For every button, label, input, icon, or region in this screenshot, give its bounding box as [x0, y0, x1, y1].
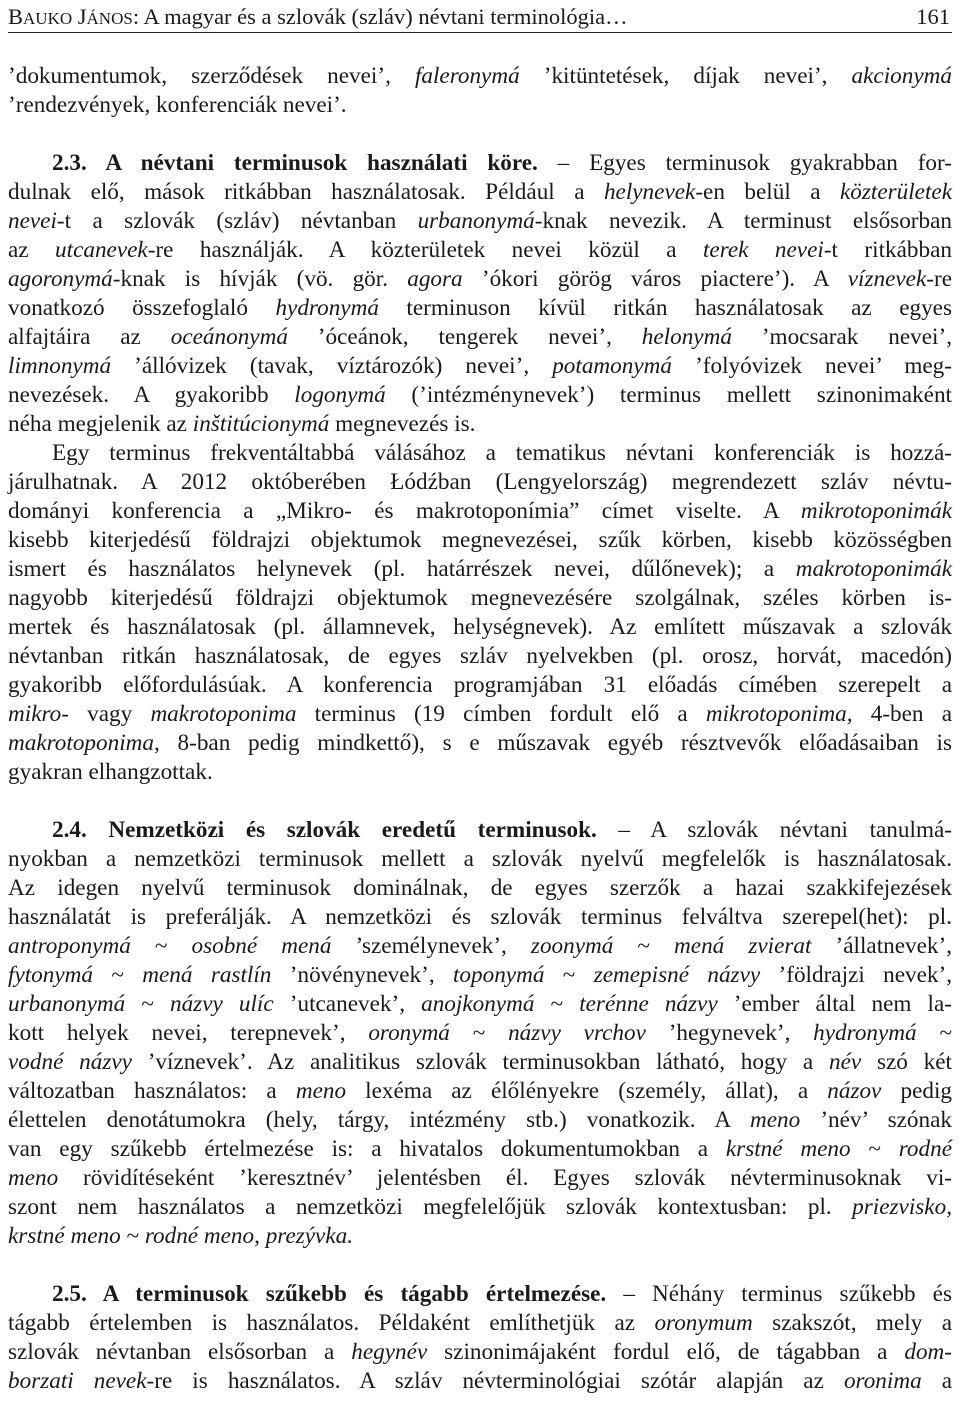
header-title-text: : A magyar és a szlovák (szláv) névtani terminológia…: [132, 4, 628, 29]
text-line: kott helyek nevei, terepnevek’, oronymá ~ názvy vrchov ’hegynevek’, hydronymá ~: [8, 1020, 952, 1046]
text-line: az utcanevek-re használják. A közterületek nevei közül a terek nevei-t ritkábban: [8, 237, 952, 263]
text-line: alfajtáira az oceánonymá ’óceánok, tengerek nevei’, helonymá ’mocsarak nevei’,: [8, 324, 952, 350]
text-line: vodné názvy ’víznevek’. Az analitikus szlovák terminusokban látható, hogy a név szó két: [8, 1049, 952, 1075]
text-line: változatban használatos: a meno lexéma az élőlényekre (személy, állat), a názov pedig: [8, 1078, 952, 1104]
text-line: tágabb értelemben is használatos. Példaként említhetjük az oronymum szakszót, mely a: [8, 1310, 952, 1336]
text-line: nagyobb kiterjedésű földrajzi objektumok megnevezésére szolgálnak, széles körben is-: [8, 585, 952, 611]
text-line: fytonymá ~ mená rastlín ’növénynevek’, toponymá ~ zemepisné názvy ’földrajzi nevek’,: [8, 962, 953, 988]
running-header: [8, 2, 952, 33]
text-line: 2.4. Nemzetközi és szlovák eredetű terminusok. – A szlovák névtani tanulmá-: [52, 817, 952, 843]
text-line: dományi konferencia a „Mikro- és makrotoponímia” címet viselte. A mikrotoponimák: [8, 498, 952, 524]
header-title: [8, 2, 628, 34]
text-line: névtanban ritkán használatosak, de egyes szláv nyelvekben (pl. orosz, horvát, macedón): [8, 643, 952, 669]
text-line: urbanonymá ~ názvy ulíc ’utcanevek’, anojkonymá ~ terénne názvy ’ember által nem la-: [8, 991, 953, 1017]
text-line: dulnak elő, mások ritkábban használatosak. Például a helynevek-en belül a közterületek: [8, 179, 952, 205]
text-line: van egy szűkebb értelmezése is: a hivatalos dokumentumokban a krstné meno ~ rodné: [8, 1136, 952, 1162]
author-surname-rest: AUKO: [23, 9, 73, 28]
text-line: nyokban a nemzetközi terminusok mellett a szlovák nyelvű megfelelők is használatosak.: [8, 846, 952, 872]
text-line: használatát is preferálják. A nemzetközi és szlovák terminus felváltva szerepel(het): pl.: [8, 904, 952, 930]
text-line: élettelen denotátumokra (hely, tárgy, intézmény stb.) vonatkozik. A meno ’név’ szónak: [8, 1107, 952, 1133]
text-line: makrotoponima, 8-ban pedig mindkettő), s e műszavak egyéb résztvevők előadásaiban is: [8, 730, 952, 756]
text-line: antroponymá ~ osobné mená ’személynevek’, zoonymá ~ mená zvierat ’állatnevek’,: [8, 933, 953, 959]
text-line: Az idegen nyelvű terminusok dominálnak, de egyes szerzők a hazai szakkifejezések: [8, 875, 952, 901]
text-line: mikro- vagy makrotoponima terminus (19 címben fordult elő a mikrotoponima, 4-ben a: [8, 701, 952, 727]
text-line: meno rövidítéseként ’keresztnév’ jelentésben él. Egyes szlovák névterminusoknak vi-: [8, 1165, 952, 1191]
text-line: limnonymá ’állóvizek (tavak, víztározók) nevei’, potamonymá ’folyóvizek nevei’ meg-: [8, 353, 952, 379]
text-line: ’dokumentumok, szerződések nevei’, faleronymá ’kitüntetések, díjak nevei’, akcionymá: [8, 63, 952, 89]
text-line: borzati nevek-re is használatos. A szláv névterminológiai szótár alapján az oronima a: [8, 1368, 953, 1394]
author-given-initial: J: [72, 4, 87, 29]
text-line: szlovák névtanban elsősorban a hegynév szinonimájaként fordul elő, de tágabban a dom-: [8, 1339, 952, 1365]
text-line: ismert és használatos helynevek (pl. határrészek nevei, dűlőnevek); a makrotoponimák: [8, 556, 952, 582]
author-initial: B: [8, 4, 24, 29]
page-number: 161: [916, 4, 950, 29]
author-given-rest: ÁNOS: [86, 9, 133, 28]
text-line: szont nem használatos a nemzetközi megfelelőjük szlovák kontextusban: pl. priezvisko,: [8, 1194, 952, 1220]
text-line: kisebb kiterjedésű földrajzi objektumok megnevezései, szűk körben, kisebb közösségben: [8, 527, 952, 553]
text-line: mertek és használatosak (pl. államnevek, helységnevek). Az említett műszavak a szlovák: [8, 614, 952, 640]
text-line: krstné meno ~ rodné meno, prezývka.: [8, 1223, 354, 1249]
text-line: 2.5. A terminusok szűkebb és tágabb értelmezése. – Néhány terminus szűkebb és: [52, 1281, 952, 1307]
text-line: 2.3. A névtani terminusok használati köre. – Egyes terminusok gyakrabban for-: [52, 150, 953, 176]
text-line: nevezések. A gyakoribb logonymá (’intézménynevek’) terminus mellett szinonimaként: [8, 382, 953, 408]
text-line: Egy terminus frekventáltabbá válásához a tematikus névtani konferenciák is hozzá-: [52, 440, 952, 466]
text-line: nevei-t a szlovák (szláv) névtanban urbanonymá-knak nevezik. A terminust elsősorban: [8, 208, 952, 234]
text-line: néha megjelenik az inštitúcionymá megnevezés is.: [8, 411, 476, 437]
text-line: járulhatnak. A 2012 októberében Łódźban (Lengyelország) megrendezett szláv névtu-: [8, 469, 952, 495]
text-line: vonatkozó összefoglaló hydronymá terminuson kívül ritkán használatosak az egyes: [8, 295, 952, 321]
text-line: agoronymá-knak is hívják (vö. gör. agora ’ókori görög város piactere’). A víznevek-re: [8, 266, 952, 292]
text-line: gyakran elhangzottak.: [8, 759, 213, 785]
text-line: ’rendezvények, konferenciák nevei’.: [8, 92, 347, 118]
text-line: gyakoribb előfordulásúak. A konferencia programjában 31 előadás címében szerepelt a: [8, 672, 952, 698]
